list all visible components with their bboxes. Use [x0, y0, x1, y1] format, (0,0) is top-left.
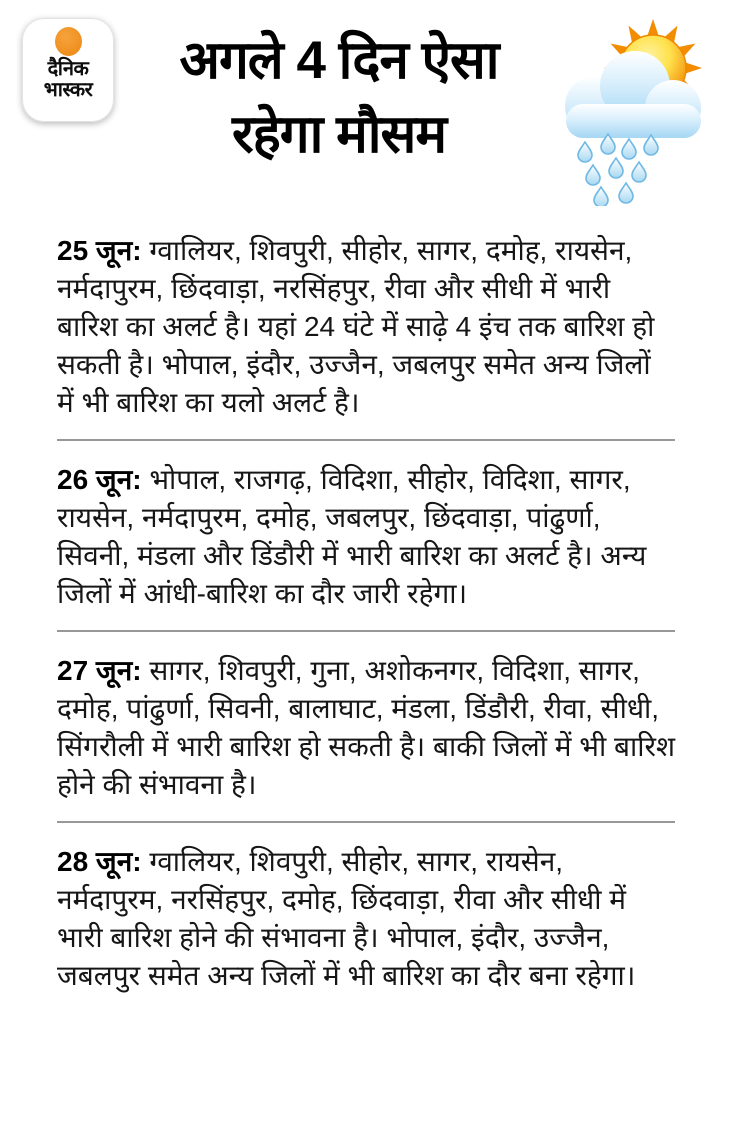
forecast-entry-27-june [57, 630, 675, 821]
forecast-text: ग्वालियर, शिवपुरी, सीहोर, सागर, दमोह, रायसेन, नर्मदापुरम, छिंदवाड़ा, नरसिंहपुर, रीवा और सीधी में भारी बारिश का अलर्ट है। यहां 24 घंटे में साढ़े 4 इंच तक बारिश हो सकती है। भोपाल, इंदौर, उज्जैन, जबलपुर समेत अन्य जिलों में भी बारिश का यलो अलर्ट है। [57, 235, 655, 418]
forecast-list [57, 212, 675, 1012]
forecast-entry-26-june [57, 439, 675, 630]
logo-text-line1: दैनिक [47, 58, 89, 80]
logo-orange-dot-icon [55, 27, 82, 56]
date-label: 26 जून: [57, 464, 142, 495]
forecast-text: भोपाल, राजगढ़, विदिशा, सीहोर, विदिशा, सागर, रायसेन, नर्मदापुरम, दमोह, जबलपुर, छिंदवाड़ा, पांढुर्णा, सिवनी, मंडला और डिंडौरी में भारी बारिश का अलर्ट है। अन्य जिलों में आंधी-बारिश का दौर जारी रहेगा। [57, 464, 647, 609]
forecast-paragraph [57, 232, 675, 422]
logo-text-line2: भास्कर [43, 79, 93, 101]
forecast-entry-28-june [57, 821, 675, 1012]
date-label: 28 जून: [57, 846, 142, 877]
dainik-bhaskar-logo [22, 18, 114, 122]
forecast-paragraph [57, 652, 675, 804]
forecast-entry-25-june [57, 212, 675, 439]
title-line-2: रहेगा मौसम [231, 105, 447, 164]
forecast-paragraph [57, 461, 675, 613]
forecast-text: ग्वालियर, शिवपुरी, सीहोर, सागर, रायसेन, नर्मदापुरम, नरसिंहपुर, दमोह, छिंदवाड़ा, रीवा और सीधी में भारी बारिश होने की संभावना है। भोपाल, इंदौर, उज्जैन, जबलपुर समेत अन्य जिलों में भी बारिश का दौर बना रहेगा। [57, 846, 636, 991]
title-line-1: अगले 4 दिन ऐसा [179, 31, 499, 90]
raindrops [578, 134, 658, 206]
date-label: 27 जून: [57, 655, 142, 686]
date-label: 25 जून: [57, 235, 142, 266]
forecast-paragraph [57, 843, 675, 995]
page-title [116, 24, 562, 172]
forecast-text: सागर, शिवपुरी, गुना, अशोकनगर, विदिशा, सागर, दमोह, पांढुर्णा, सिवनी, बालाघाट, मंडला, डिंडौरी, रीवा, सीधी, सिंगरौली में भारी बारिश हो सकती है। बाकी जिलों में भी बारिश होने की संभावना है। [57, 655, 675, 800]
sun-behind-rain-cloud-icon [553, 6, 727, 206]
